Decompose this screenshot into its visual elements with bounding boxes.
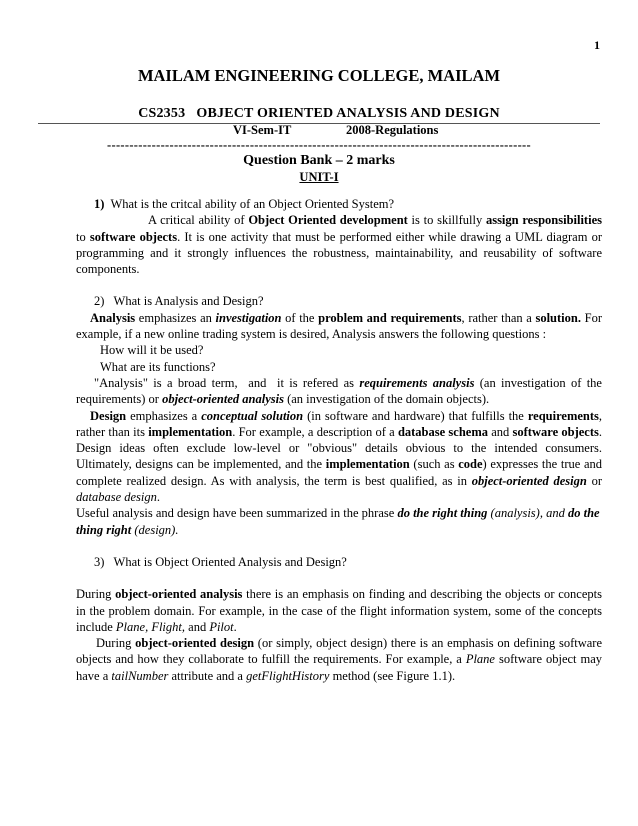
answer-3-design: During object-oriented design (or simply, object design) there is an emphasis on defining software objects and how they collaborate to fulfill the requirements. For example, a Plane software object may have a tailNumber attribute and a getFlightHistory method (see Figure 1.1). bbox=[76, 636, 602, 683]
list-item: What are its functions? bbox=[100, 359, 216, 374]
page-number: 1 bbox=[594, 38, 600, 52]
answer-3-analysis: During object-oriented analysis there is an emphasis on finding and describing the objects or concepts in the problem domain. For example, in the case of the flight information system, some of the concepts include Plane, Flight, and Pilot. bbox=[76, 587, 602, 634]
semester: VI-Sem-IT bbox=[233, 123, 292, 137]
answer-2-analysis: Analysis emphasizes an investigation of the problem and requirements, rather than a solution. For example, if a new online trading system is desired, Analysis answers the following questions : bbox=[76, 310, 602, 342]
header-rule bbox=[38, 123, 600, 124]
answer-2-analysis-term: "Analysis" is a broad term, and it is refered as requirements analysis (an investigation of the requirements) or object-oriented analysis (an investigation of the domain objects). bbox=[76, 375, 602, 407]
answer-2-design: Design emphasizes a conceptual solution (in software and hardware) that fulfills the requirements, rather than its implementation. For example, a description of a database schema and software objects. Design ideas often exclude low-level or "obvious" details obvious to the intended consumers. Ultimately, designs can be implemented, and the implementation (such as code) expresses the true and complete realized design. As with analysis, the term is best qualified, as in object-oriented design or database design. bbox=[76, 408, 603, 505]
course-title: CS2353 OBJECT ORIENTED ANALYSIS AND DESIGN bbox=[138, 106, 500, 121]
question-3: 3) What is Object Oriented Analysis and Design? bbox=[94, 554, 347, 569]
answer-1: A critical ability of Object Oriented development is to skillfully assign responsibilities to software objects. It is one activity that must be performed either while drawing a UML diagram or programming and it strongly influences the robustness, maintainability, and reusability of software components. bbox=[76, 213, 602, 277]
regulations: 2008-Regulations bbox=[346, 123, 439, 137]
dash-separator: ----------------------------------------------------------------------------------------------- bbox=[107, 138, 531, 152]
unit-heading: UNIT-I bbox=[299, 170, 339, 184]
document-body bbox=[76, 196, 602, 684]
college-name: MAILAM ENGINEERING COLLEGE, MAILAM bbox=[137, 66, 501, 85]
question-2: 2) What is Analysis and Design? bbox=[94, 294, 264, 309]
list-item: How will it be used? bbox=[100, 343, 204, 358]
section-title: Question Bank – 2 marks bbox=[243, 153, 395, 168]
question-1: 1) What is the critcal ability of an Object Oriented System? bbox=[94, 197, 395, 211]
answer-2-summary: Useful analysis and design have been summarized in the phrase do the right thing (analysis), and do the thing right (design). bbox=[76, 506, 600, 537]
